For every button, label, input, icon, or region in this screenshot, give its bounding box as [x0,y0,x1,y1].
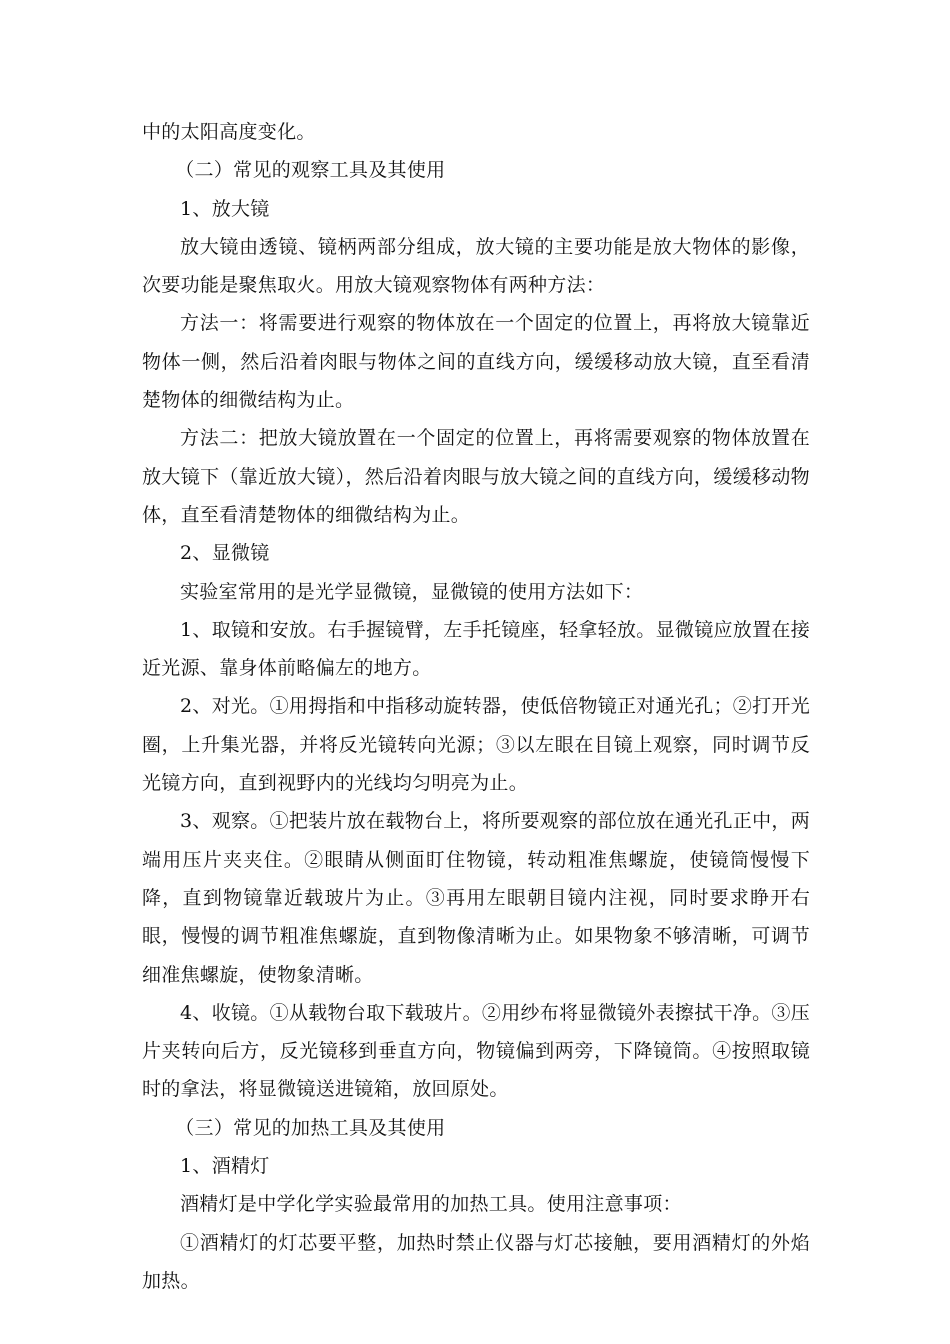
paragraph-step-take-and-place: 1、取镜和安放。右手握镜臂，左手托镜座，轻拿轻放。显微镜应放置在接近光源、靠身体前略偏左的地方。 [142,618,810,680]
paragraph-step-store: 4、收镜。①从载物台取下载玻片。②用纱布将显微镜外表擦拭干净。③压片夹转向后方，反光镜移到垂直方向，物镜偏到两旁，下降镜筒。④按照取镜时的拿法，将显微镜送进镜箱，放回原处。 [142,1001,810,1101]
section-heading-observation-tools: （二）常见的观察工具及其使用 [175,159,446,182]
paragraph-alcohol-lamp-intro: 酒精灯是中学化学实验最常用的加热工具。使用注意事项： [180,1193,682,1216]
subheading-magnifier: 1、放大镜 [180,197,270,220]
section-heading-heating-tools: （三）常见的加热工具及其使用 [175,1116,446,1139]
paragraph-continuation: 中的太阳高度变化。 [142,121,316,143]
subheading-microscope: 2、显微镜 [180,542,270,565]
paragraph-microscope-intro: 实验室常用的是光学显微镜，显微镜的使用方法如下： [180,580,644,603]
paragraph-magnifier-intro: 放大镜由透镜、镜柄两部分组成，放大镜的主要功能是放大物体的影像，次要功能是聚焦取火。用放大镜观察物体有两种方法： [142,235,810,297]
subheading-alcohol-lamp: 1、酒精灯 [180,1155,270,1178]
document-body [142,113,810,1300]
paragraph-alcohol-lamp-note-1: ①酒精灯的灯芯要平整，加热时禁止仪器与灯芯接触，要用酒精灯的外焰加热。 [142,1231,810,1292]
paragraph-step-observe: 3、观察。①把装片放在载物台上，将所要观察的部位放在通光孔正中，两端用压片夹夹住。②眼睛从侧面盯住物镜，转动粗准焦螺旋，使镜筒慢慢下降，直到物镜靠近载玻片为止。③再用左眼朝目镜内注视，同时要求睁开右眼，慢慢的调节粗准焦螺旋，直到物像清晰为止。如果物象不够清晰，可调节细准焦螺旋，使物象清晰。 [142,810,810,986]
paragraph-method-two: 方法二：把放大镜放置在一个固定的位置上，再将需要观察的物体放置在放大镜下（靠近放大镜），然后沿着肉眼与放大镜之间的直线方向，缓缓移动物体，直至看清楚物体的细微结构为止。 [142,427,810,526]
paragraph-step-light: 2、对光。①用拇指和中指移动旋转器，使低倍物镜正对通光孔；②打开光圈，上升集光器，并将反光镜转向光源；③以左眼在目镜上观察，同时调节反光镜方向，直到视野内的光线均匀明亮为止。 [142,695,810,795]
paragraph-method-one: 方法一：将需要进行观察的物体放在一个固定的位置上，再将放大镜靠近物体一侧，然后沿着肉眼与物体之间的直线方向，缓缓移动放大镜，直至看清楚物体的细微结构为止。 [142,312,810,412]
